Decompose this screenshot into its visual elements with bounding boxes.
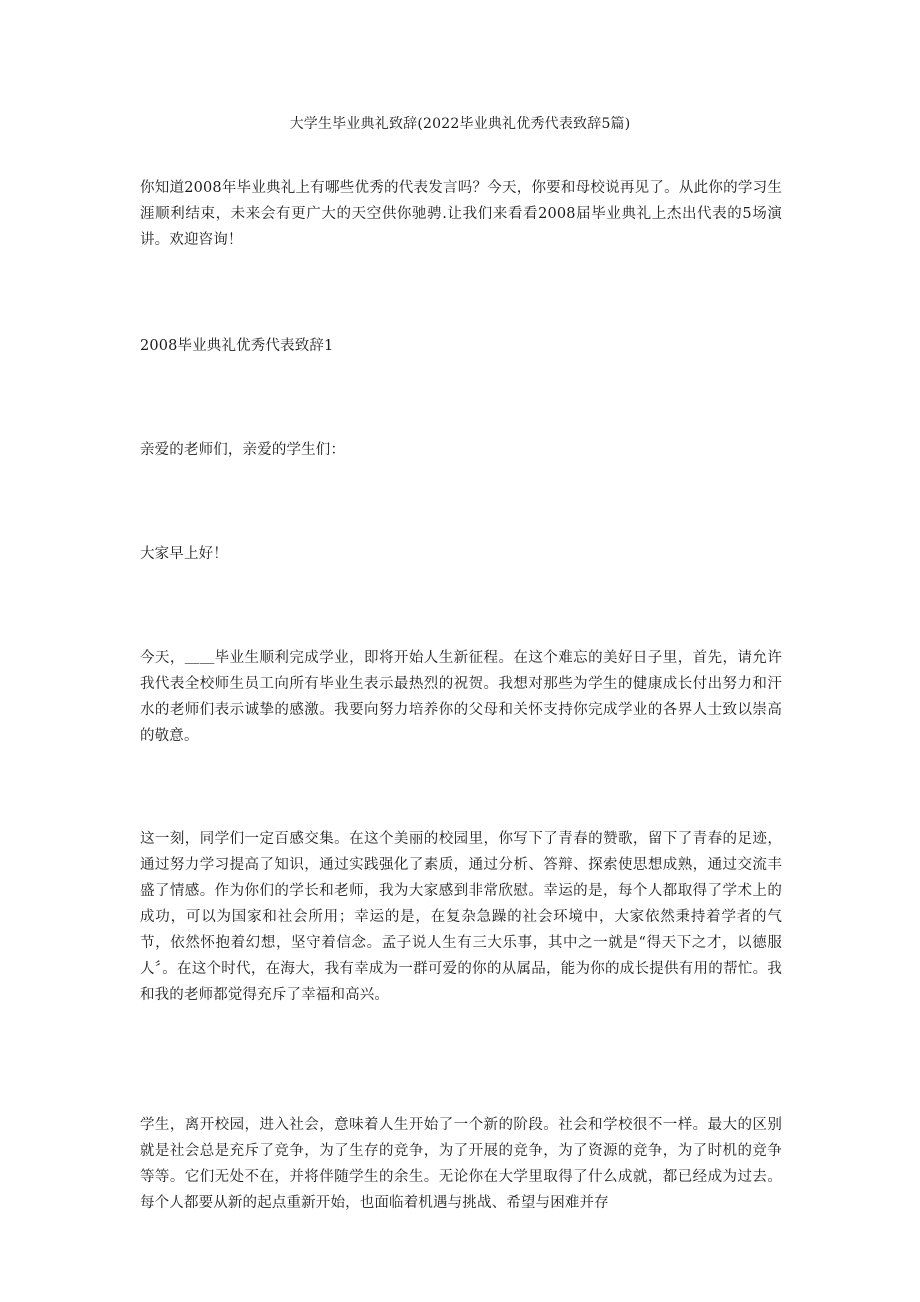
greeting-line: 大家早上好！: [140, 546, 228, 562]
section-heading: 2008毕业典礼优秀代表致辞1: [140, 338, 334, 354]
intro-paragraph: 你知道2008年毕业典礼上有哪些优秀的代表发言吗？今天，你要和母校说再见了。从此你的学习生涯顺利结束，未来会有更广大的天空供你驰骋.让我们来看看2008届毕业典礼上杰出代表的5场演讲。欢迎咨询！: [140, 180, 782, 248]
salutation-line: 亲爱的老师们，亲爱的学生们：: [140, 442, 346, 458]
paragraph-moment: 这一刻，同学们一定百感交集。在这个美丽的校园里，你写下了青春的赞歌，留下了青春的足迹，通过努力学习提高了知识，通过实践强化了素质，通过分析、答辩、探索使思想成熟，通过交流丰盛了情感。作为你们的学长和老师，我为大家感到非常欣慰。幸运的是，每个人都取得了学术上的成功，可以为国家和社会所用；幸运的是，在复杂急躁的社会环境中，大家依然秉持着学者的气节，依然怀抱着幻想，坚守着信念。孟子说人生有三大乐事，其中之一就是“得天下之才，以德服人〞。在这个时代，在海大，我有幸成为一群可爱的你的从属品，能为你的成长提供有用的帮忙。我和我的老师都觉得充斥了幸福和高兴。: [140, 831, 782, 1003]
paragraph-students: 学生，离开校园，进入社会，意味着人生开始了一个新的阶段。社会和学校很不一样。最大的区别就是社会总是充斥了竞争，为了生存的竞争，为了开展的竞争，为了资源的竞争，为了时机的竞争等等。它们无处不在，并将伴随学生的余生。无论你在大学里取得了什么成就，都已经成为过去。每个人都要从新的起点重新开始，也面临着机遇与挑战、希望与困难并存: [140, 1117, 782, 1211]
paragraph-today: 今天，＿＿毕业生顺利完成学业，即将开始人生新征程。在这个难忘的美好日子里，首先，请允许我代表全校师生员工向所有毕业生表示最热烈的祝贺。我想对那些为学生的健康成长付出努力和汗水的老师们表示诚挚的感激。我要向努力培养你的父母和关怀支持你完成学业的各界人士致以崇高的敬意。: [140, 650, 782, 744]
document-title: 大学生毕业典礼致辞(2022毕业典礼优秀代表致辞5篇): [289, 116, 631, 132]
